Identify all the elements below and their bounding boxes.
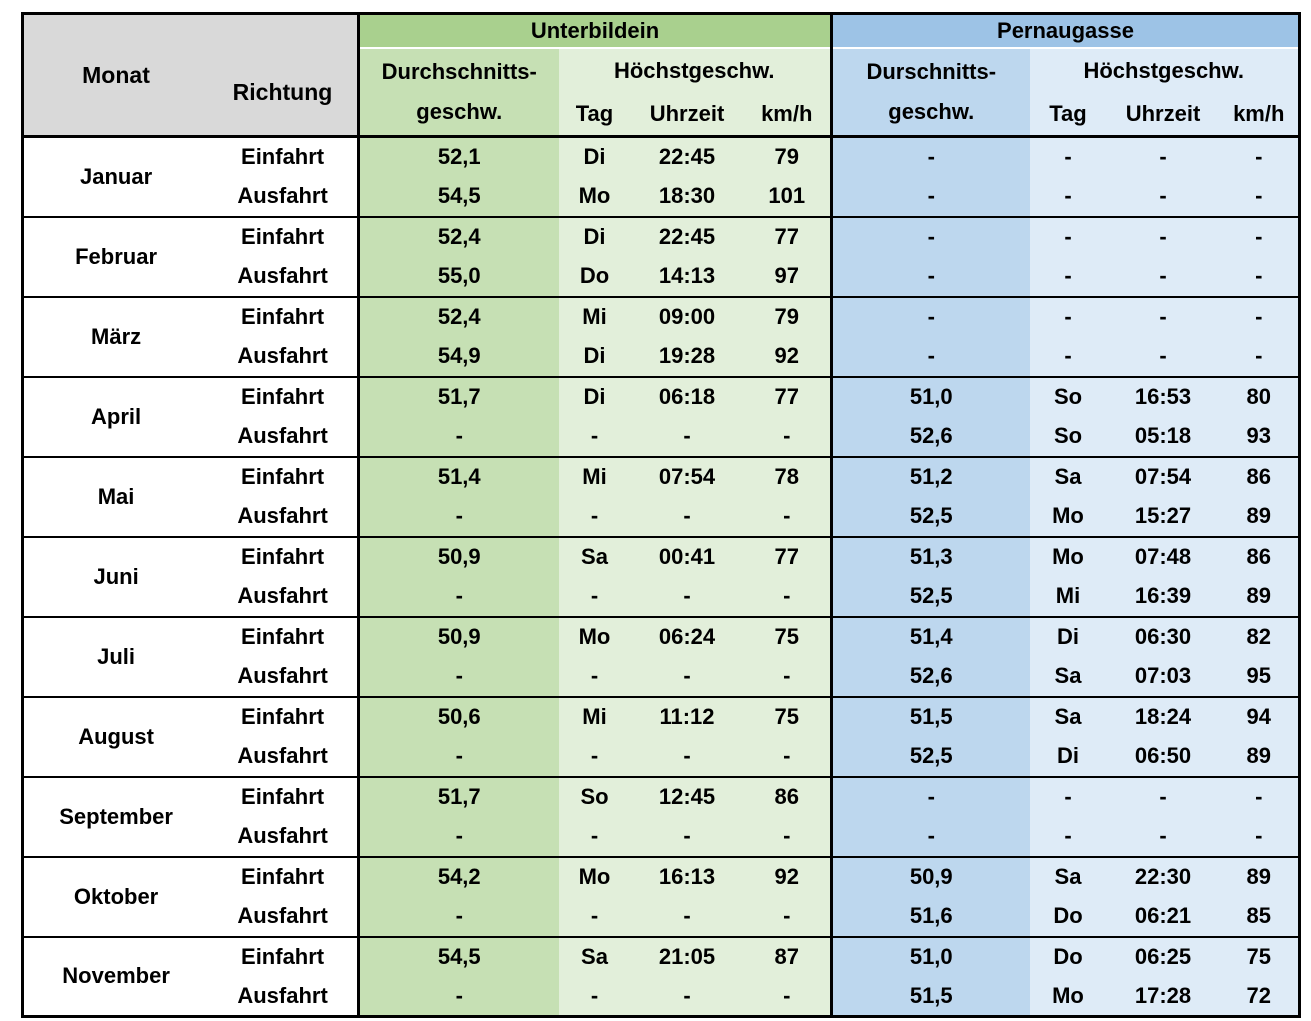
pernaugasse-tag-cell: - — [1030, 337, 1107, 377]
direction-ausfahrt-cell: Ausfahrt — [208, 417, 358, 457]
direction-einfahrt-cell: Einfahrt — [241, 784, 325, 809]
pernaugasse-avg-cell: 51,6 — [832, 897, 1030, 937]
unterbildein-kmh-cell: 79 — [744, 297, 832, 337]
pernaugasse-avg-cell: 52,5 — [832, 737, 1030, 777]
unterbildein-uhrzeit-cell: 18:30 — [631, 177, 744, 217]
unterbildein-avg-cell: 54,2 — [359, 857, 559, 897]
month-cell: April — [23, 377, 209, 457]
unterbildein-uhrzeit-cell: - — [631, 497, 744, 537]
pernaugasse-kmh-cell: 80 — [1220, 377, 1300, 417]
pernaugasse-tag-cell: - — [1030, 257, 1107, 297]
pernaugasse-tag-cell: - — [1030, 177, 1107, 217]
direction-ausfahrt-cell: Ausfahrt — [208, 897, 358, 937]
pernaugasse-avg-cell: - — [832, 217, 1030, 257]
richtung-column-header: Richtung — [232, 78, 333, 105]
unterbildein-uhrzeit-cell: 11:12 — [631, 697, 744, 737]
pernaugasse-avg-cell: 51,5 — [832, 977, 1030, 1017]
pernaugasse-kmh-cell: 82 — [1220, 617, 1300, 657]
unterbildein-avg-cell: 52,1 — [359, 137, 559, 177]
unterbildein-kmh-cell: 75 — [744, 697, 832, 737]
ausfahrt-row — [23, 497, 1300, 537]
pernaugasse-kmh-cell: - — [1220, 337, 1300, 377]
pernaugasse-kmh-cell: 75 — [1220, 937, 1300, 977]
pernaugasse-uhrzeit-cell: 16:39 — [1107, 577, 1220, 617]
unterbildein-avg-header-line1: Durchschnitts- — [381, 58, 537, 84]
direction-ausfahrt-cell: Ausfahrt — [208, 257, 358, 297]
unterbildein-kmh-cell: 97 — [744, 257, 832, 297]
pernaugasse-uhrzeit-cell: 22:30 — [1107, 857, 1220, 897]
unterbildein-tag-cell: Mi — [559, 297, 631, 337]
month-cell: Mai — [23, 457, 209, 537]
unterbildein-avg-cell: - — [359, 417, 559, 457]
pernaugasse-tag-cell: Mo — [1030, 497, 1107, 537]
pernaugasse-avg-cell: 50,9 — [832, 857, 1030, 897]
month-cell: September — [23, 777, 209, 857]
unterbildein-tag-cell: Mi — [559, 697, 631, 737]
pernaugasse-avg-cell: 51,0 — [832, 937, 1030, 977]
pernaugasse-tag-cell: Sa — [1030, 697, 1107, 737]
pernaugasse-uhrzeit-cell: - — [1107, 337, 1220, 377]
direction-ausfahrt-cell: Ausfahrt — [208, 737, 358, 777]
pernaugasse-avg-cell: 52,6 — [832, 657, 1030, 697]
unterbildein-uhrzeit-cell: - — [631, 737, 744, 777]
ausfahrt-row — [23, 657, 1300, 697]
pernaugasse-avg-cell: 51,3 — [832, 537, 1030, 577]
unterbildein-avg-cell: 50,9 — [359, 617, 559, 657]
table-header — [23, 14, 1300, 137]
unterbildein-kmh-cell: - — [744, 737, 832, 777]
unterbildein-kmh-cell: 78 — [744, 457, 832, 497]
pernaugasse-uhrzeit-cell: 06:25 — [1107, 937, 1220, 977]
pernaugasse-uhrzeit-cell: 07:54 — [1107, 457, 1220, 497]
unterbildein-kmh-header: km/h — [744, 94, 832, 137]
month-cell: Januar — [23, 137, 209, 217]
pernaugasse-tag-cell: Do — [1030, 897, 1107, 937]
pernaugasse-avg-cell: - — [832, 817, 1030, 857]
ausfahrt-row — [23, 577, 1300, 617]
pernaugasse-tag-cell: Sa — [1030, 857, 1107, 897]
unterbildein-uhrzeit-cell: - — [631, 977, 744, 1017]
pernaugasse-max-header: Höchstgeschw. — [1030, 48, 1300, 94]
unterbildein-uhrzeit-cell: - — [631, 577, 744, 617]
pernaugasse-kmh-cell: 93 — [1220, 417, 1300, 457]
pernaugasse-tag-cell: Mi — [1030, 577, 1107, 617]
pernaugasse-uhrzeit-cell: 06:50 — [1107, 737, 1220, 777]
unterbildein-uhrzeit-cell: 16:13 — [631, 857, 744, 897]
unterbildein-tag-cell: Sa — [559, 937, 631, 977]
pernaugasse-tag-cell: Do — [1030, 937, 1107, 977]
unterbildein-kmh-cell: - — [744, 657, 832, 697]
unterbildein-uhrzeit-cell: 22:45 — [631, 217, 744, 257]
einfahrt-row — [23, 137, 1300, 177]
unterbildein-kmh-cell: 92 — [744, 337, 832, 377]
pernaugasse-tag-cell: So — [1030, 417, 1107, 457]
pernaugasse-kmh-cell: - — [1220, 817, 1300, 857]
direction-ausfahrt-cell: Ausfahrt — [208, 577, 358, 617]
unterbildein-kmh-cell: 101 — [744, 177, 832, 217]
unterbildein-kmh-cell: - — [744, 417, 832, 457]
unterbildein-avg-cell: - — [359, 497, 559, 537]
unterbildein-uhrzeit-cell: 06:18 — [631, 377, 744, 417]
direction-ausfahrt-cell: Ausfahrt — [208, 497, 358, 537]
speed-statistics-table — [21, 12, 1301, 1018]
pernaugasse-uhrzeit-cell: 07:48 — [1107, 537, 1220, 577]
unterbildein-kmh-cell: 87 — [744, 937, 832, 977]
unterbildein-tag-cell: Mo — [559, 857, 631, 897]
einfahrt-row — [23, 777, 1300, 817]
unterbildein-tag-cell: - — [559, 977, 631, 1017]
month-cell: Oktober — [23, 857, 209, 937]
section-header-pernaugasse: Pernaugasse — [832, 14, 1300, 48]
pernaugasse-tag-cell: - — [1030, 817, 1107, 857]
pernaugasse-kmh-cell: - — [1220, 217, 1300, 257]
unterbildein-tag-cell: Mo — [559, 617, 631, 657]
pernaugasse-kmh-cell: - — [1220, 177, 1300, 217]
pernaugasse-kmh-cell: - — [1220, 297, 1300, 337]
pernaugasse-uhrzeit-cell: - — [1107, 137, 1220, 177]
unterbildein-avg-cell: 54,5 — [359, 937, 559, 977]
direction-einfahrt-cell: Einfahrt — [241, 464, 325, 489]
unterbildein-tag-cell: - — [559, 817, 631, 857]
pernaugasse-kmh-cell: 86 — [1220, 457, 1300, 497]
month-cell: Juni — [23, 537, 209, 617]
table-body — [23, 137, 1300, 1017]
unterbildein-tag-cell: - — [559, 497, 631, 537]
pernaugasse-avg-cell: 51,4 — [832, 617, 1030, 657]
pernaugasse-avg-cell: - — [832, 257, 1030, 297]
unterbildein-tag-cell: - — [559, 897, 631, 937]
direction-einfahrt-cell: Einfahrt — [241, 864, 325, 889]
pernaugasse-avg-cell: 52,5 — [832, 577, 1030, 617]
pernaugasse-tag-cell: - — [1030, 777, 1107, 817]
unterbildein-tag-cell: - — [559, 417, 631, 457]
einfahrt-row — [23, 297, 1300, 337]
direction-ausfahrt-cell: Ausfahrt — [208, 977, 358, 1017]
month-cell: August — [23, 697, 209, 777]
pernaugasse-kmh-cell: - — [1220, 257, 1300, 297]
unterbildein-avg-cell: 51,4 — [359, 457, 559, 497]
pernaugasse-avg-header-line1: Durschnitts- — [866, 58, 997, 84]
pernaugasse-avg-cell: - — [832, 777, 1030, 817]
corner-wrap — [24, 15, 357, 135]
unterbildein-kmh-cell: - — [744, 497, 832, 537]
unterbildein-kmh-cell: - — [744, 897, 832, 937]
pernaugasse-uhrzeit-cell: 07:03 — [1107, 657, 1220, 697]
unterbildein-avg-cell: 54,9 — [359, 337, 559, 377]
direction-ausfahrt-cell: Ausfahrt — [208, 337, 358, 377]
pernaugasse-uhrzeit-cell: 16:53 — [1107, 377, 1220, 417]
pernaugasse-kmh-cell: 72 — [1220, 977, 1300, 1017]
unterbildein-avg-cell: 50,9 — [359, 537, 559, 577]
unterbildein-tag-cell: Di — [559, 377, 631, 417]
pernaugasse-uhrzeit-cell: - — [1107, 777, 1220, 817]
unterbildein-kmh-cell: - — [744, 817, 832, 857]
ausfahrt-row — [23, 897, 1300, 937]
unterbildein-kmh-cell: 77 — [744, 377, 832, 417]
unterbildein-avg-cell: 52,4 — [359, 217, 559, 257]
pernaugasse-tag-cell: Di — [1030, 737, 1107, 777]
direction-ausfahrt-cell: Ausfahrt — [208, 657, 358, 697]
unterbildein-avg-cell: 51,7 — [359, 377, 559, 417]
einfahrt-row — [23, 857, 1300, 897]
direction-einfahrt-cell: Einfahrt — [241, 384, 325, 409]
unterbildein-avg-header — [359, 48, 559, 137]
unterbildein-kmh-cell: 79 — [744, 137, 832, 177]
pernaugasse-avg-cell: - — [832, 297, 1030, 337]
pernaugasse-avg-header-line2: geschw. — [888, 98, 975, 124]
unterbildein-uhrzeit-cell: 06:24 — [631, 617, 744, 657]
ausfahrt-row — [23, 737, 1300, 777]
unterbildein-tag-cell: - — [559, 577, 631, 617]
direction-einfahrt-cell: Einfahrt — [241, 944, 325, 969]
einfahrt-row — [23, 457, 1300, 497]
pernaugasse-tag-cell: Sa — [1030, 657, 1107, 697]
einfahrt-row — [23, 617, 1300, 657]
monat-column-header: Monat — [82, 61, 150, 88]
einfahrt-row — [23, 377, 1300, 417]
pernaugasse-uhrzeit-cell: 06:30 — [1107, 617, 1220, 657]
pernaugasse-avg-cell: - — [832, 137, 1030, 177]
pernaugasse-tag-cell: Di — [1030, 617, 1107, 657]
unterbildein-uhrzeit-cell: - — [631, 657, 744, 697]
pernaugasse-tag-header: Tag — [1030, 94, 1107, 137]
pernaugasse-kmh-header: km/h — [1220, 94, 1300, 137]
pernaugasse-avg-cell: 51,0 — [832, 377, 1030, 417]
pernaugasse-kmh-cell: 89 — [1220, 577, 1300, 617]
month-cell: März — [23, 297, 209, 377]
unterbildein-tag-cell: - — [559, 657, 631, 697]
pernaugasse-uhrzeit-cell: 17:28 — [1107, 977, 1220, 1017]
pernaugasse-uhrzeit-cell: - — [1107, 297, 1220, 337]
ausfahrt-row — [23, 977, 1300, 1017]
pernaugasse-avg-header — [832, 48, 1030, 137]
pernaugasse-avg-cell: - — [832, 337, 1030, 377]
direction-einfahrt-cell: Einfahrt — [241, 144, 325, 170]
unterbildein-tag-cell: Mi — [559, 457, 631, 497]
unterbildein-avg-cell: - — [359, 737, 559, 777]
unterbildein-kmh-cell: 86 — [744, 777, 832, 817]
ausfahrt-row — [23, 817, 1300, 857]
unterbildein-uhrzeit-cell: - — [631, 817, 744, 857]
pernaugasse-tag-cell: - — [1030, 297, 1107, 337]
ausfahrt-row — [23, 257, 1300, 297]
unterbildein-tag-cell: Mo — [559, 177, 631, 217]
pernaugasse-kmh-cell: 85 — [1220, 897, 1300, 937]
direction-einfahrt-cell: Einfahrt — [241, 704, 325, 729]
pernaugasse-avg-cell: 51,2 — [832, 457, 1030, 497]
unterbildein-tag-cell: Do — [559, 257, 631, 297]
unterbildein-uhrzeit-cell: 00:41 — [631, 537, 744, 577]
einfahrt-row — [23, 537, 1300, 577]
unterbildein-uhrzeit-cell: - — [631, 897, 744, 937]
unterbildein-tag-cell: Di — [559, 217, 631, 257]
section-header-unterbildein: Unterbildein — [359, 14, 832, 48]
unterbildein-avg-cell: 54,5 — [359, 177, 559, 217]
unterbildein-avg-cell: 52,4 — [359, 297, 559, 337]
pernaugasse-kmh-cell: 86 — [1220, 537, 1300, 577]
unterbildein-avg-cell: - — [359, 577, 559, 617]
unterbildein-tag-cell: Sa — [559, 537, 631, 577]
direction-einfahrt-cell: Einfahrt — [241, 624, 325, 649]
pernaugasse-tag-cell: - — [1030, 217, 1107, 257]
pernaugasse-kmh-cell: - — [1220, 777, 1300, 817]
unterbildein-uhrzeit-header: Uhrzeit — [631, 94, 744, 137]
unterbildein-uhrzeit-cell: - — [631, 417, 744, 457]
unterbildein-uhrzeit-cell: 07:54 — [631, 457, 744, 497]
pernaugasse-kmh-cell: 89 — [1220, 857, 1300, 897]
unterbildein-kmh-cell: - — [744, 577, 832, 617]
unterbildein-avg-cell: - — [359, 977, 559, 1017]
pernaugasse-tag-cell: So — [1030, 377, 1107, 417]
unterbildein-tag-cell: Di — [559, 337, 631, 377]
month-cell: Februar — [23, 217, 209, 297]
pernaugasse-uhrzeit-cell: - — [1107, 177, 1220, 217]
ausfahrt-row — [23, 417, 1300, 457]
month-cell: November — [23, 937, 209, 1017]
unterbildein-kmh-cell: 77 — [744, 217, 832, 257]
unterbildein-tag-header: Tag — [559, 94, 631, 137]
corner-header-cell — [23, 14, 359, 137]
pernaugasse-tag-cell: Mo — [1030, 537, 1107, 577]
pernaugasse-avg-cell: - — [832, 177, 1030, 217]
pernaugasse-avg-cell: 51,5 — [832, 697, 1030, 737]
ausfahrt-row — [23, 337, 1300, 377]
pernaugasse-uhrzeit-cell: - — [1107, 217, 1220, 257]
direction-ausfahrt-cell: Ausfahrt — [208, 177, 358, 217]
pernaugasse-tag-cell: Sa — [1030, 457, 1107, 497]
einfahrt-row — [23, 697, 1300, 737]
pernaugasse-avg-cell: 52,6 — [832, 417, 1030, 457]
direction-einfahrt-cell: Einfahrt — [241, 304, 325, 329]
pernaugasse-kmh-cell: 94 — [1220, 697, 1300, 737]
header-row-sections — [23, 14, 1300, 48]
unterbildein-uhrzeit-cell: 19:28 — [631, 337, 744, 377]
unterbildein-kmh-cell: - — [744, 977, 832, 1017]
unterbildein-uhrzeit-cell: 14:13 — [631, 257, 744, 297]
pernaugasse-uhrzeit-cell: 06:21 — [1107, 897, 1220, 937]
unterbildein-avg-cell: - — [359, 657, 559, 697]
unterbildein-avg-cell: 51,7 — [359, 777, 559, 817]
unterbildein-max-header: Höchstgeschw. — [559, 48, 832, 94]
unterbildein-kmh-cell: 92 — [744, 857, 832, 897]
pernaugasse-uhrzeit-cell: 05:18 — [1107, 417, 1220, 457]
pernaugasse-kmh-cell: 95 — [1220, 657, 1300, 697]
unterbildein-kmh-cell: 75 — [744, 617, 832, 657]
unterbildein-avg-cell: 55,0 — [359, 257, 559, 297]
month-cell: Juli — [23, 617, 209, 697]
unterbildein-tag-cell: - — [559, 737, 631, 777]
unterbildein-uhrzeit-cell: 21:05 — [631, 937, 744, 977]
direction-einfahrt-cell: Einfahrt — [241, 544, 325, 569]
pernaugasse-kmh-cell: 89 — [1220, 737, 1300, 777]
pernaugasse-uhrzeit-cell: - — [1107, 257, 1220, 297]
pernaugasse-tag-cell: Mo — [1030, 977, 1107, 1017]
unterbildein-uhrzeit-cell: 22:45 — [631, 137, 744, 177]
pernaugasse-uhrzeit-cell: - — [1107, 817, 1220, 857]
einfahrt-row — [23, 217, 1300, 257]
pernaugasse-uhrzeit-cell: 18:24 — [1107, 697, 1220, 737]
unterbildein-tag-cell: Di — [559, 137, 631, 177]
ausfahrt-row — [23, 177, 1300, 217]
unterbildein-avg-header-line2: geschw. — [416, 98, 503, 124]
unterbildein-avg-cell: - — [359, 897, 559, 937]
pernaugasse-uhrzeit-cell: 15:27 — [1107, 497, 1220, 537]
einfahrt-row — [23, 937, 1300, 977]
unterbildein-tag-cell: So — [559, 777, 631, 817]
pernaugasse-avg-cell: 52,5 — [832, 497, 1030, 537]
pernaugasse-uhrzeit-header: Uhrzeit — [1107, 94, 1220, 137]
pernaugasse-tag-cell: - — [1030, 137, 1107, 177]
unterbildein-uhrzeit-cell: 12:45 — [631, 777, 744, 817]
unterbildein-uhrzeit-cell: 09:00 — [631, 297, 744, 337]
pernaugasse-kmh-cell: - — [1220, 137, 1300, 177]
unterbildein-avg-cell: 50,6 — [359, 697, 559, 737]
pernaugasse-kmh-cell: 89 — [1220, 497, 1300, 537]
unterbildein-avg-cell: - — [359, 817, 559, 857]
direction-einfahrt-cell: Einfahrt — [241, 224, 325, 249]
unterbildein-kmh-cell: 77 — [744, 537, 832, 577]
direction-ausfahrt-cell: Ausfahrt — [208, 817, 358, 857]
